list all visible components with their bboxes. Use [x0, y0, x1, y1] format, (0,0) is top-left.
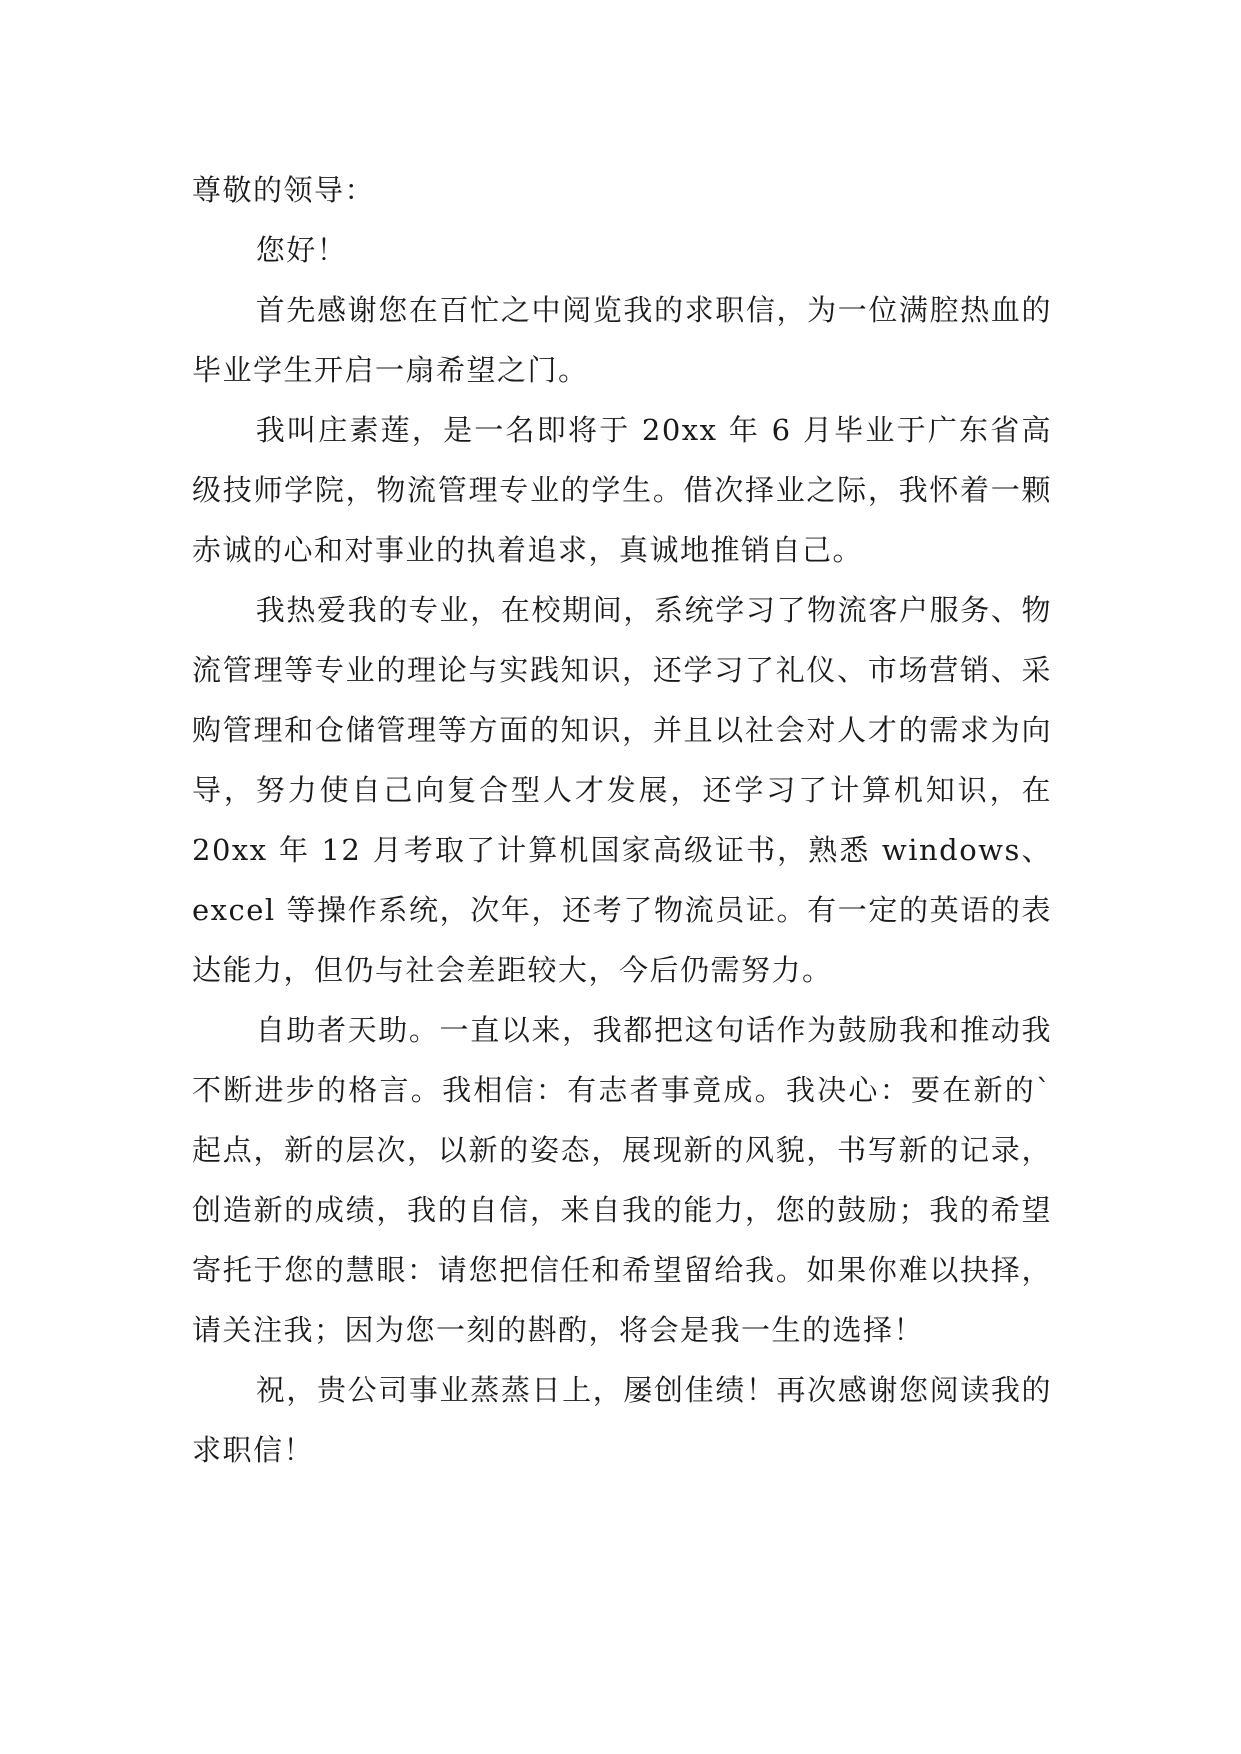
greeting: 您好！ — [255, 233, 348, 267]
salutation: 尊敬的领导： — [192, 173, 376, 207]
paragraph-skills: 我热爱我的专业，在校期间，系统学习了物流客户服务、物流管理等专业的理论与实践知识，还学习了礼仪、市场营销、采购管理和仓储管理等方面的知识，并且以社会对人才的需求为向导，努力使自己向复合型人才发展，还学习了计算机知识，在 20xx 年 12 月考取了计算机国家高级证书，熟悉 windows、excel 等操作系统，次年，还考了物流员证。有一定的英语的表达能力，但仍与社会差距较大，今后仍需努力。 — [192, 593, 1052, 987]
cover-letter-body — [192, 160, 1052, 1480]
paragraph-motto: 自助者天助。一直以来，我都把这句话作为鼓励我和推动我不断进步的格言。我相信：有志者事竟成。我决心：要在新的`起点，新的层次，以新的姿态，展现新的风貌，书写新的记录，创造新的成绩，我的自信，来自我的能力，您的鼓励；我的希望寄托于您的慧眼：请您把信任和希望留给我。如果你难以抉择，请关注我；因为您一刻的斟酌，将会是我一生的选择！ — [192, 1013, 1052, 1347]
paragraph-closing: 祝，贵公司事业蒸蒸日上，屡创佳绩！再次感谢您阅读我的求职信！ — [192, 1373, 1052, 1467]
paragraph-intro: 首先感谢您在百忙之中阅览我的求职信，为一位满腔热血的毕业学生开启一扇希望之门。 — [192, 293, 1052, 387]
paragraph-self-introduction: 我叫庄素莲，是一名即将于 20xx 年 6 月毕业于广东省高级技师学院，物流管理专业的学生。借次择业之际，我怀着一颗赤诚的心和对事业的执着追求，真诚地推销自己。 — [192, 413, 1052, 567]
